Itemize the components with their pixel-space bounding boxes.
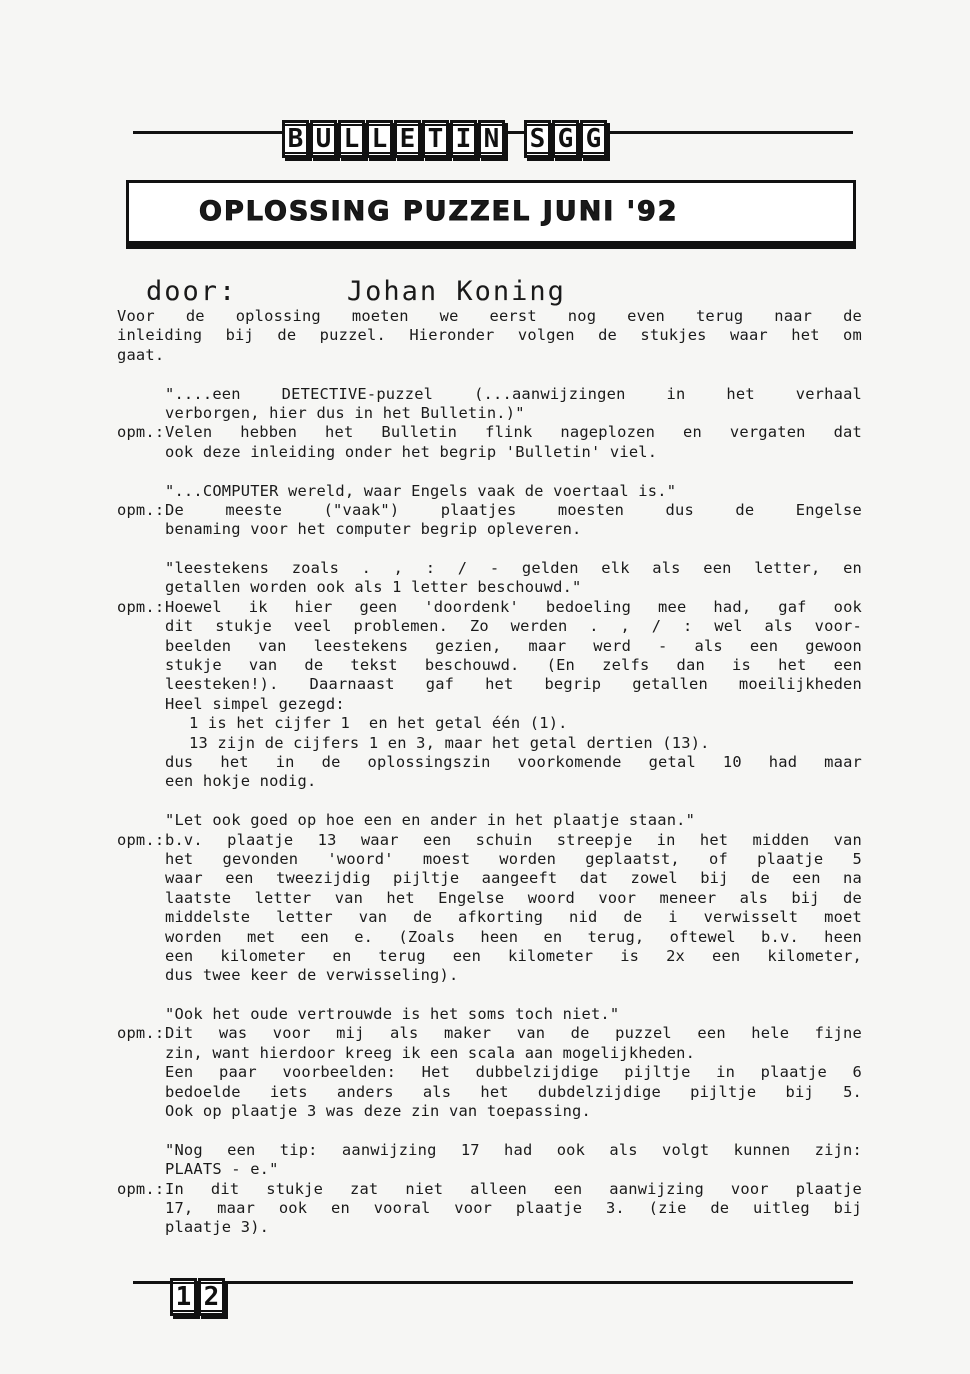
remark-line: laatste letter van het Engelse woord voor meneer als bij de: [165, 888, 862, 907]
article-title: OPLOSSING PUZZEL JUNI '92: [199, 196, 679, 227]
remark: [117, 831, 862, 986]
remark-line: leesteken!). Daarnaast gaf het begrip getallen moeilijkheden: [165, 675, 862, 694]
remark: [117, 501, 862, 540]
masthead-letter: T: [422, 120, 449, 158]
remark-line: Hoewel ik hier geen 'doordenk' bedoeling mee had, gaf ook: [165, 597, 862, 616]
page-digit: 1: [170, 1278, 197, 1316]
remark-line: Heel simpel gezegd:: [165, 694, 345, 713]
intro-line: gaat.: [117, 345, 165, 364]
remark-line: dus twee keer de verwisseling).: [165, 966, 459, 985]
masthead-letter: G: [580, 120, 607, 158]
quote-line: "Nog een tip: aanwijzing 17 had ook als volgt kunnen zijn:: [165, 1140, 862, 1159]
article-body: [117, 307, 862, 1238]
masthead-letter: L: [366, 120, 393, 158]
article-title-box: [126, 180, 856, 244]
quote-line: getallen worden ook als 1 letter beschouwd.": [165, 578, 582, 597]
intro-line: inleiding bij de puzzel. Hieronder volgen de stukjes waar het om: [117, 326, 862, 345]
remark-line: Ook op plaatje 3 was deze zin van toepassing.: [165, 1102, 591, 1121]
remark: [117, 1024, 862, 1121]
remark-line: het gevonden 'woord' moest worden geplaatst, of plaatje 5: [165, 849, 862, 868]
masthead-letter: N: [478, 120, 505, 158]
byline: [146, 276, 566, 307]
remark-line: b.v. plaatje 13 waar een schuin streepje in het midden van: [165, 830, 862, 849]
remark-line: 17, maar ook en vooral voor plaatje 3. (zie de uitleg bij: [165, 1198, 862, 1217]
masthead-letter: U: [310, 120, 337, 158]
remark-line: Een paar voorbeelden: Het dubbelzijdige pijltje in plaatje 6: [165, 1063, 862, 1082]
quote-line: "leestekens zoals . , : / - gelden elk als een letter, en: [165, 559, 862, 578]
masthead-letter: L: [338, 120, 365, 158]
remark: [117, 423, 862, 462]
intro-line: Voor de oplossing moeten we eerst nog even terug naar de: [117, 307, 862, 325]
quote-line: "Let ook goed op hoe een en ander in het plaatje staan.": [165, 811, 696, 830]
author-name: Johan Koning: [346, 276, 566, 307]
remark-line: dus het in de oplossingszin voorkomende getal 10 had maar: [165, 752, 862, 771]
remark-line: dit stukje veel problemen. Zo werden . , / : wel als voor-: [165, 617, 862, 636]
remark-line: een kilometer en terug een kilometer is 2x een kilometer,: [165, 946, 862, 965]
remark-line: waar een tweezijdig pijltje aangeeft dat zowel bij de een na: [165, 869, 862, 888]
quote-line: verborgen, hier dus in het Bulletin.)": [165, 403, 525, 422]
remark-line: een hokje nodig.: [165, 772, 317, 791]
masthead-logo: [282, 120, 608, 158]
remark-line: stukje van de tekst beschouwd. (En zelfs dan is het een: [165, 656, 862, 675]
quote-line: PLAATS - e.": [165, 1160, 279, 1179]
example-line: 13 zijn de cijfers 1 en 3, maar het getal dertien (13).: [189, 733, 710, 752]
remark-line: bedoelde iets anders als het dubdelzijdige pijltje bij 5.: [165, 1082, 862, 1101]
quote-line: "....een DETECTIVE-puzzel (...aanwijzingen in het verhaal: [165, 384, 862, 403]
page-number: [170, 1278, 226, 1316]
page-digit: 2: [198, 1278, 225, 1316]
remark-label: opm.:: [117, 423, 165, 442]
masthead-letter: G: [552, 120, 579, 158]
remark-line: Dit was voor mij als maker van de puzzel een hele fijne: [165, 1024, 862, 1043]
remark-line: ook deze inleiding onder het begrip 'Bulletin' viel.: [165, 442, 658, 461]
remark: [117, 1180, 862, 1238]
remark-label: opm.:: [117, 597, 165, 616]
quote-line: "Ook het oude vertrouwde is het soms toch niet.": [165, 1005, 620, 1024]
remark-line: beelden van leestekens gezien, maar werd - als een gewoon: [165, 636, 862, 655]
remark-line: De meeste ("vaak") plaatjes moesten dus de Engelse: [165, 500, 862, 519]
remark-label: opm.:: [117, 830, 165, 849]
remark-line: benaming voor het computer begrip opleveren.: [165, 520, 582, 539]
masthead-letter: S: [524, 120, 551, 158]
remark-line: plaatje 3).: [165, 1218, 270, 1237]
example-line: 1 is het cijfer 1 en het getal één (1).: [189, 714, 568, 733]
masthead-letter: E: [394, 120, 421, 158]
remark-label: opm.:: [117, 500, 165, 519]
remark-line: In dit stukje zat niet alleen een aanwijzing voor plaatje: [165, 1179, 862, 1198]
remark-line: zin, want hierdoor kreeg ik een scala aan mogelijkheden.: [165, 1043, 696, 1062]
quote-line: "...COMPUTER wereld, waar Engels vaak de voertaal is.": [165, 481, 677, 500]
masthead-letter: I: [450, 120, 477, 158]
byline-label: door:: [146, 276, 238, 307]
remark-line: middelste letter van de afkorting nid de i verwisselt moet: [165, 908, 862, 927]
remark-line: worden met een e. (Zoals heen en terug, oftewel b.v. heen: [165, 927, 862, 946]
masthead-letter: B: [282, 120, 309, 158]
remark-label: opm.:: [117, 1024, 165, 1043]
remark-label: opm.:: [117, 1179, 165, 1198]
remark-line: Velen hebben het Bulletin flink nageplozen en vergaten dat: [165, 423, 862, 442]
remark: [117, 598, 862, 714]
footer-rule: [133, 1281, 853, 1284]
